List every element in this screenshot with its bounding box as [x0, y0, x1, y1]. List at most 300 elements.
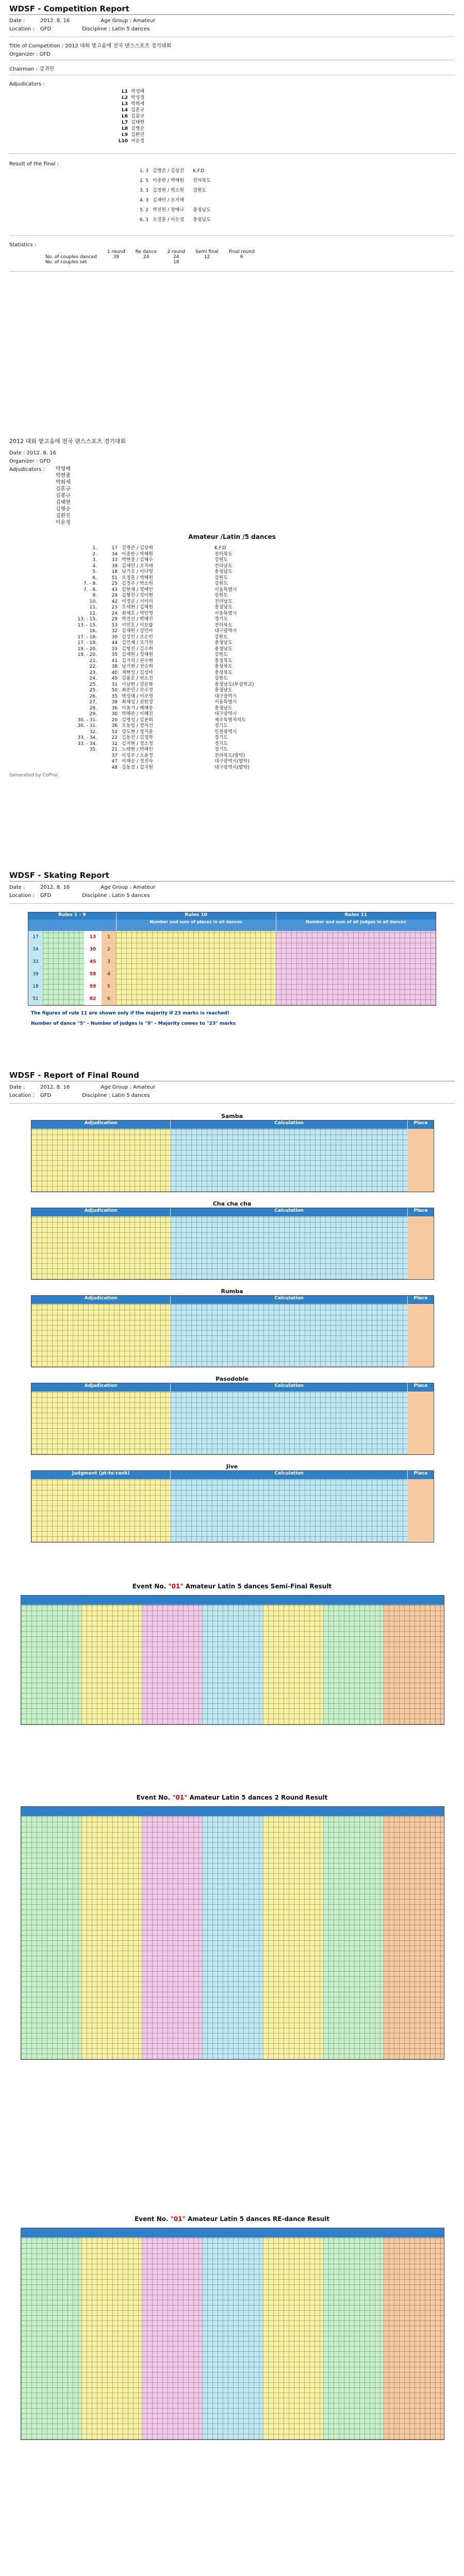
- stat-value: 24: [143, 255, 150, 260]
- rank-couple: 박성혜 / 이보영: [122, 693, 153, 699]
- ranking-row: [71, 682, 455, 688]
- adjudicator-code: L9: [122, 132, 128, 138]
- final-names: 김명준 / 김상진: [153, 168, 184, 174]
- ranking-row: [71, 552, 455, 558]
- rank-region: 대구광역시: [214, 693, 237, 699]
- final-row: [128, 188, 455, 194]
- rank-place: 28.: [89, 705, 97, 711]
- adjudication-header: Adjudication: [31, 1383, 170, 1392]
- chairman-value: 강귀민: [39, 66, 55, 72]
- rank-region: 전라북도(발탁): [214, 753, 245, 758]
- final-names: 김정현 / 박소원: [153, 188, 184, 193]
- ranking-row: [71, 629, 455, 635]
- competition-name: 2012 대회 방고움에 전국 댄스스포츠 경기대회: [65, 43, 171, 49]
- stat-value: 6: [240, 255, 243, 260]
- rank-couple: 재현성 / 김성아: [122, 670, 153, 675]
- final-round-report: WDSF - Report of Final Round Date : 2012. 8. 16 Age Group : Amateur Location : GFD Discipline : Latin 5 dances: [9, 1071, 455, 1104]
- event-grid: [21, 1595, 444, 1725]
- final-row: [128, 217, 455, 223]
- stat-value: [224, 260, 260, 265]
- rank-region: 충청북도: [214, 658, 233, 664]
- rank-place: 13. - 15.: [77, 617, 97, 622]
- rank-couple: 노태현 / 박혜인: [122, 747, 153, 752]
- ranking-row: [71, 718, 455, 724]
- rank-region: 강원도: [214, 575, 228, 581]
- adjudicator-name: 박희세: [131, 101, 145, 107]
- rank-couple: 김형진 / 김수희: [122, 646, 153, 652]
- rank-number: 31: [111, 682, 118, 687]
- adjudicator-code: L1: [122, 89, 128, 94]
- rank-couple: 이재승 / 정진숙: [122, 759, 153, 764]
- rank-number: 29: [111, 593, 118, 598]
- skating-sum: 30: [89, 947, 96, 952]
- rank-number: 35: [111, 693, 118, 699]
- ranking-row: [71, 753, 455, 759]
- rank-place: 4.: [92, 563, 97, 569]
- stat-row-label: No. of couples danced: [45, 255, 97, 260]
- final-names: 오경훈 / 이은정: [153, 217, 184, 223]
- rank-place: 30. - 31.: [77, 717, 97, 723]
- rank-couple: 이종한 / 박혜원: [122, 551, 153, 557]
- rank-place: 35.: [89, 747, 97, 752]
- event-prefix: Event No.: [134, 2215, 171, 2223]
- adjudicator-name: 박영배: [56, 466, 71, 472]
- rank-couple: 김재원 / 강민아: [122, 629, 153, 634]
- stat-value: 24: [173, 255, 179, 260]
- rank-place: 1.: [92, 546, 97, 551]
- rank-number: 20: [111, 717, 118, 723]
- rank-region: 강원도: [214, 676, 228, 681]
- ranking-row: [71, 765, 455, 771]
- adjudicator-name: 김병순: [131, 126, 145, 131]
- rank-place: 16.: [89, 629, 97, 634]
- rank-place: 6.: [92, 575, 97, 581]
- rank-couple: 강도현 / 정지윤: [122, 729, 153, 735]
- rank-number: 35: [111, 652, 118, 657]
- rank-number: 41: [111, 658, 118, 664]
- adjudicator-row: [112, 120, 455, 126]
- rank-region: 전라남도: [214, 563, 233, 569]
- final-result-list: [128, 168, 455, 223]
- rank-couple: 오경훈 / 박혜원: [122, 575, 153, 581]
- adjudication-header: Judgment (pt-to-rank): [31, 1471, 170, 1479]
- ranking-row: [71, 647, 455, 653]
- rank-region: 경기도: [214, 747, 228, 752]
- final-row: [128, 178, 455, 184]
- rank-place: 7. - 8.: [83, 581, 97, 586]
- final-club: 강원도: [193, 188, 207, 193]
- stat-col: 2 round: [167, 249, 186, 255]
- rank-region: 강원도: [214, 593, 228, 598]
- rank-region: 강원도: [214, 652, 228, 657]
- ranking-row: [71, 623, 455, 629]
- final-club: 충청남도: [193, 217, 211, 223]
- dance-table: [31, 1295, 434, 1367]
- rank-couple: 이남현 / 강문화: [122, 682, 153, 687]
- dance-table: [31, 1383, 434, 1455]
- rank-couple: 최재호 / 박민영: [122, 611, 153, 616]
- adjudicator-code: L7: [122, 120, 128, 125]
- rank-number: 45: [111, 676, 118, 681]
- calculation-header: Calculation: [170, 1208, 407, 1216]
- rank-place: 22.: [89, 664, 97, 669]
- rank-couple: 최재성 / 권한정: [122, 700, 153, 705]
- ranking-row: [71, 564, 455, 570]
- rank-place: 3.: [92, 557, 97, 563]
- skating-rank: 2: [107, 947, 110, 952]
- rank-number: 50: [111, 688, 118, 693]
- ranking-row: [71, 747, 455, 753]
- rank-number: 21: [111, 747, 118, 752]
- rank-number: 23: [111, 605, 118, 610]
- dance-table: [31, 1470, 434, 1543]
- rank-number: 32: [111, 629, 118, 634]
- final-label: Result of the Final :: [9, 161, 59, 167]
- stat-col: Final round: [228, 249, 255, 255]
- rank-number: 32: [111, 741, 118, 747]
- calculation-header: Calculation: [170, 1121, 407, 1129]
- ranking-row: [71, 700, 455, 706]
- final-place: 1. 3: [139, 168, 148, 174]
- rank-number: 30: [111, 711, 118, 717]
- place-header: Place: [407, 1296, 434, 1304]
- adjudicator-name: 김완진: [56, 513, 71, 519]
- adjudicator-code: L8: [122, 126, 128, 131]
- rank-number: 53: [111, 622, 118, 628]
- dance-table: [31, 1120, 434, 1192]
- rank-number: 24: [111, 611, 118, 616]
- stat-value: 12: [204, 255, 210, 260]
- adjudicator-name: 박현종: [56, 473, 71, 479]
- rank-place: 5.: [92, 569, 97, 574]
- organizer-value: GFD: [39, 52, 51, 57]
- rank-couple: 박진선 / 박혜진: [122, 617, 153, 622]
- ranking-row: [71, 575, 455, 582]
- place-header: Place: [407, 1471, 434, 1479]
- final-place: 5. 2: [139, 208, 148, 213]
- rank-region: 경기도: [214, 735, 228, 740]
- rank-couple: 박혜준 / 이혜진: [122, 711, 153, 717]
- skating-number: 39: [28, 968, 43, 980]
- ranking-row: [71, 599, 455, 605]
- skating-note: The figures of rule 11 are shown only if the majority if 23 marks is reached!: [31, 1011, 229, 1016]
- info-heading: 2012 대회 방고움에 전국 댄스스포츠 경기대회: [9, 438, 126, 445]
- rank-number: 36: [111, 723, 118, 728]
- adjudicator-name: 박성경: [131, 95, 145, 100]
- adjudicator-row: [112, 126, 455, 132]
- rank-number: 38: [111, 700, 118, 705]
- stat-value: 39: [113, 255, 120, 260]
- rank-number: 30: [111, 634, 118, 640]
- final-names: 이종한 / 박혜원: [153, 178, 184, 183]
- rank-number: 52: [111, 729, 118, 735]
- ranking-row: [71, 611, 455, 617]
- rank-region: 충청남도: [214, 640, 233, 646]
- rank-region: 충청남도(부설학교): [214, 682, 254, 687]
- event-name: Amateur Latin 5 dances Semi-Final Result: [183, 1583, 332, 1590]
- skating-rank: 6: [107, 996, 110, 1002]
- rank-number: 51: [111, 575, 118, 581]
- place-header: Place: [407, 1383, 434, 1392]
- rank-number: 42: [111, 599, 118, 604]
- skating-rank: 5: [107, 984, 110, 989]
- final-place: 6. 3: [139, 217, 148, 223]
- age-group-value: Amateur: [132, 18, 156, 24]
- ranking-row: [71, 587, 455, 594]
- rank-number: 17: [111, 546, 118, 551]
- ranking-row: [71, 676, 455, 682]
- skating-sum: 82: [89, 996, 96, 1002]
- rank-region: K.F.D: [214, 546, 226, 551]
- rank-place: 19. - 20.: [77, 652, 97, 657]
- rank-number: 36: [111, 705, 118, 711]
- ranking-row: [71, 593, 455, 599]
- ranking-row: [71, 652, 455, 658]
- rank-couple: 이윤기 / 배혜송: [122, 705, 153, 711]
- rank-couple: 김용호 / 권소진: [122, 676, 153, 681]
- rank-region: 대구광역시(발탁): [214, 765, 250, 770]
- rank-region: 경기도: [214, 617, 228, 622]
- skating-rank: 3: [107, 959, 110, 964]
- skating-sum: 59: [89, 984, 96, 989]
- skating-sum: 13: [89, 935, 96, 940]
- adjudicator-name: 김봉규: [56, 493, 71, 499]
- adjudicator-code: L6: [122, 114, 128, 119]
- rank-region: 경기도: [214, 723, 228, 728]
- ranking-row: [71, 569, 455, 575]
- ranking-row: [71, 605, 455, 611]
- ranking-row: [71, 723, 455, 730]
- rank-couple: 최준민 / 모수정: [122, 688, 153, 693]
- adjudicator-row: [112, 138, 455, 144]
- rank-place: 25.: [89, 682, 97, 687]
- dance-title: Jive: [226, 1463, 238, 1470]
- statistics-label: Statistics :: [9, 242, 37, 248]
- skating-number: 33: [28, 956, 43, 968]
- ranking-row: [71, 711, 455, 718]
- adjudicator-name: 박희세: [56, 480, 71, 485]
- rank-couple: 김재민 / 조지애: [122, 563, 153, 569]
- event-title: [31, 1583, 433, 1590]
- adjudicator-code: L3: [122, 101, 128, 107]
- rank-region: 대구광역시: [214, 711, 237, 717]
- calculation-header: Calculation: [170, 1296, 407, 1304]
- statistics-table: [40, 249, 455, 265]
- skating-title: WDSF - Skating Report: [9, 871, 455, 882]
- rank-place: 7. - 8.: [83, 587, 97, 592]
- final-club: 충청남도: [193, 208, 211, 213]
- adjudicator-row: [112, 113, 455, 120]
- rank-place: 25.: [89, 688, 97, 693]
- adjudication-header: Adjudication: [31, 1121, 170, 1129]
- rank-place: 12.: [89, 611, 97, 616]
- rank-place: 13. - 15.: [77, 622, 97, 628]
- event-number: "01": [168, 1583, 184, 1590]
- final-club: 전라북도: [193, 178, 211, 183]
- event-prefix: Event No.: [132, 1583, 169, 1590]
- ranking-row: [71, 730, 455, 736]
- amateur-title: Amateur /Latin /5 dances: [188, 533, 276, 540]
- final-names: 박진원 / 장예나: [153, 208, 184, 213]
- adjudication-header: Adjudication: [31, 1208, 170, 1216]
- ranking-row: [71, 670, 455, 676]
- rank-place: 24.: [89, 676, 97, 681]
- rank-couple: 김동진 / 김정하: [122, 735, 153, 740]
- rank-number: 37: [111, 753, 118, 758]
- calculation-header: Calculation: [170, 1383, 407, 1392]
- rank-region: 인천광역시: [214, 729, 237, 735]
- rank-place: 32.: [89, 729, 97, 735]
- rank-region: 제주특별자치도: [214, 717, 246, 723]
- discipline-value: Latin 5 dances: [112, 26, 150, 32]
- event-grid: [21, 1806, 444, 2060]
- rank-region: 서울특별시: [214, 611, 237, 616]
- info-block: 2012 대회 방고움에 전국 댄스스포츠 경기대회 Date : 2012. 8. 16 Organizer : GFD Adjudicators : 박영배 박현종 박희세 김혼규 김봉규 김태현 김병순 김완진 이운정 Amateur /Latin /5 dances 1. 17 김명준 / 김상희 K.F.D 2. 34 이종한 / 박혜원 전라북도 3. 33 박현중 / 김혜수 강원도 4. 39 김재민 / 조지애 전라남도 5. 18 남기호 / 이다영 충청남도 6. 51 오경훈 / 박혜원 강원도 7. - 8. 25 김정주 / 박소원 강원도 7. - 8. 43 김현재 / 정예빈 서울특별시 9. 29 김형진 / 정이현 강원도 10. 42 이정균 / 서미리 전라남도 11. 23 조세현 / 김혜원 충청남도 12. 24 최재호 / 박민영 서울특별시 13. - 15. 29 박진선 / 박혜진 경기도 13. - 15. 53 이민호 / 이보람 전라북도 16. 32 김재원 / 강민아 대구광역시 17. - 18. 30 김성민 / 조은빈 강원도 17. - 18. 44 김민재 / 조가연 충청남도 19. - 20. 33 김형진 / 김수희 충청남도 19. - 20. 35 김재원 / 정혜원 강원도 21. 41 김지석 / 권수현 충청북도 22. 38 남기현 / 전승희 충청북도 23. 40 재현성 / 김성아 충청북도 24. 45 김용호 / 권소진 강원도 25. 31 이남현 / 강문화 충청남도(부설학교) 25. 50 최준민 / 모수정 충청남도 26. 35 박성혜 / 이보영 대구광역시 27. 38 최재성 / 권한정 서울특별시 28. 36 이윤기 / 배혜송 충청남도 29. 30 박혜준 / 이혜진 대구광역시 30. - 31. 20 김명성 / 김윤희 제주특별자치도 30. - 31. 36 오동일 / 정지선 경기도 32. 52 강도현 / 정지윤 인천광역시 33. - 34. 22 김동진 / 김정하 경기도 33. - 34. 32 김지현 / 정소정 경기도 35. 21 노태현 / 박혜인 경기도 37 이성주 / 소윤정 전라북도(발탁) 47 이재승 / 정진숙 대구광역시(발탁) 48 김동결 / 김지원 대구광역시(발탁) Generated by CoProc: [9, 437, 455, 778]
- rank-couple: 이성주 / 소윤정: [122, 753, 153, 758]
- event-number: "01": [172, 1794, 188, 1801]
- rank-region: 강원도: [214, 634, 228, 640]
- rank-place: 21.: [89, 658, 97, 664]
- ranking-row: [71, 694, 455, 700]
- rank-region: 충청남도: [214, 605, 233, 610]
- rank-region: 전라남도: [214, 599, 233, 604]
- adjudicator-name: 김태현: [131, 120, 145, 125]
- ranking-list: [71, 546, 455, 771]
- skating-report: WDSF - Skating Report Date : 2012. 8. 16 Age Group : Amateur Location : GFD Discipline : Latin 5 dances: [9, 871, 455, 904]
- rank-couple: 조세현 / 김혜원: [122, 605, 153, 610]
- rank-couple: 김민재 / 조가연: [122, 640, 153, 646]
- dance-table: [31, 1208, 434, 1280]
- skating-rank: 1: [107, 935, 110, 940]
- adjudicator-name: 이운정: [131, 139, 145, 144]
- stat-col: 1 round: [107, 249, 125, 255]
- rank-couple: 김재원 / 정혜원: [122, 652, 153, 657]
- adjudicator-row: [112, 132, 455, 138]
- calculation-header: Calculation: [170, 1471, 407, 1479]
- event-title: [31, 1794, 433, 1801]
- skating-rank: 4: [107, 972, 110, 977]
- competition-report: WDSF - Competition Report Date : 2012. 8. 16 Age Group : Amateur Location : GFD Discipline : Latin 5 dances Title of Competition : 2012 대회 방고움에 전국 댄스스포츠 경기대회 Organizer : GFD Chairman : 강귀민 Adjudicators : L1 박성배 L2 박성경 L3 박희세 L4 김혼규 L6 김봉규 L7 김태현 L8 김병순 L9 김완진 L10 이운정 Result of the Final : 1. 3 김명준 / 김상진 K.F.D 2. 5 이종한 / 박혜원 전라북도 3. 3 김정현 / 박소원 강원도 4. 3 김재민 / 조지애 5. 2 박진원 / 장예나 충청남도 6. 3 오경훈 / 이은정 충청남도 Statistics : 1 round Re dance 2 round Semi final Final round No. of couples danced 39 24 24 12 6 No. of couples set 18: [9, 4, 455, 272]
- ranking-row: [71, 581, 455, 587]
- ranking-row: [71, 635, 455, 641]
- adjudicator-row: [112, 101, 455, 107]
- dance-title: Samba: [221, 1113, 243, 1120]
- event-number: "01": [170, 2215, 186, 2223]
- skating-number: 17: [28, 931, 43, 943]
- rank-couple: 김명성 / 김윤희: [122, 717, 153, 723]
- skating-number: 34: [28, 943, 43, 956]
- dance-title: Pasodoble: [216, 1376, 248, 1382]
- rank-number: 33: [111, 646, 118, 652]
- stat-col: Semi final: [195, 249, 219, 255]
- rank-place: 9.: [92, 593, 97, 598]
- ranking-row: [71, 735, 455, 741]
- rank-couple: 남기호 / 이다영: [122, 569, 153, 574]
- date-value: 2012. 8. 16: [40, 18, 70, 24]
- skating-sum: 45: [89, 959, 96, 964]
- rank-number: 29: [111, 617, 118, 622]
- rank-couple: 김형진 / 정이현: [122, 593, 153, 598]
- rank-region: 서울특별시: [214, 700, 237, 705]
- footer-note: Generated by CoProc: [9, 773, 59, 778]
- final-place: 4. 3: [139, 198, 148, 203]
- rank-number: 25: [111, 581, 118, 586]
- adjudicator-name: 김태현: [56, 500, 71, 505]
- rank-number: 33: [111, 557, 118, 563]
- event-name: Amateur Latin 5 dances RE-dance Result: [185, 2215, 330, 2223]
- rank-couple: 오동일 / 정지선: [122, 723, 153, 728]
- adjudicator-row: [112, 89, 455, 95]
- final-club: K.F.D: [193, 168, 205, 174]
- adjudicator-row: [112, 95, 455, 101]
- rank-place: [71, 765, 97, 771]
- rank-region: 충청남도: [214, 705, 233, 711]
- adjudicator-list: [112, 89, 455, 144]
- rank-region: 충청남도: [214, 569, 233, 574]
- rank-region: 충청남도: [214, 646, 233, 652]
- rank-place: 10.: [89, 599, 97, 604]
- stat-value: [190, 260, 224, 265]
- rank-region: 대구광역시(발탁): [214, 759, 250, 764]
- dance-title: Cha cha cha: [212, 1200, 252, 1207]
- ranking-row: [71, 759, 455, 765]
- rank-place: 27.: [89, 700, 97, 705]
- stat-row-label: No. of couples set: [45, 260, 87, 265]
- rank-region: 강원도: [214, 581, 228, 586]
- ranking-row: [71, 706, 455, 712]
- rank-place: 30. - 31.: [77, 723, 97, 728]
- ranking-row: [71, 640, 455, 647]
- rank-region: 충청남도: [214, 688, 233, 693]
- event-name: Amateur Latin 5 dances 2 Round Result: [187, 1794, 328, 1801]
- event-prefix: Event No.: [136, 1794, 173, 1801]
- skating-grid: Rules 1 - 9 Rules 10 Rules 11 Number and sum of places in all dances Number and sum of all judges in all dances 17 34 33 39 18 51 13 30 45 58 59 82 1 2 3 4 5 6: [28, 912, 436, 1006]
- rank-couple: 김지석 / 권수현: [122, 658, 153, 664]
- skating-note-2: Number of dance "5" - Number of judges is "9" - Majority comes to "23" marks: [31, 1021, 236, 1026]
- rank-number: 43: [111, 587, 118, 592]
- adjudicator-name: 김혼규: [56, 486, 71, 492]
- stat-value: 18: [173, 260, 179, 265]
- dance-title: Rumba: [221, 1288, 243, 1295]
- rank-number: 38: [111, 664, 118, 669]
- adjudicator-name: 김병순: [56, 506, 71, 512]
- final-row: [128, 168, 455, 174]
- event-grid: [21, 2228, 444, 2440]
- ranking-row: [71, 664, 455, 670]
- rank-couple: 김지현 / 정소정: [122, 741, 153, 747]
- ranking-row: [71, 741, 455, 748]
- final-place: 3. 3: [139, 188, 148, 193]
- ranking-row: [71, 658, 455, 665]
- rank-place: 23.: [89, 670, 97, 675]
- ranking-row: [71, 688, 455, 694]
- rank-couple: 김명준 / 김상희: [122, 546, 153, 551]
- ranking-row: [71, 546, 455, 552]
- adjudicators-label: Adjudicators :: [9, 81, 45, 87]
- adjudicator-name: 박성배: [131, 89, 145, 94]
- event-title: [31, 2215, 433, 2223]
- adjudicator-code: L4: [122, 108, 128, 113]
- rank-region: 강원도: [214, 557, 228, 563]
- skating-number: 18: [28, 980, 43, 993]
- rank-couple: 박현중 / 김혜수: [122, 557, 153, 563]
- rank-region: 서울특별시: [214, 587, 237, 592]
- rank-region: 전라북도: [214, 622, 233, 628]
- rank-place: 17. - 18.: [77, 634, 97, 640]
- ranking-row: [71, 557, 455, 564]
- adjudicator-name: 김봉규: [131, 114, 145, 119]
- final-row: [128, 208, 455, 213]
